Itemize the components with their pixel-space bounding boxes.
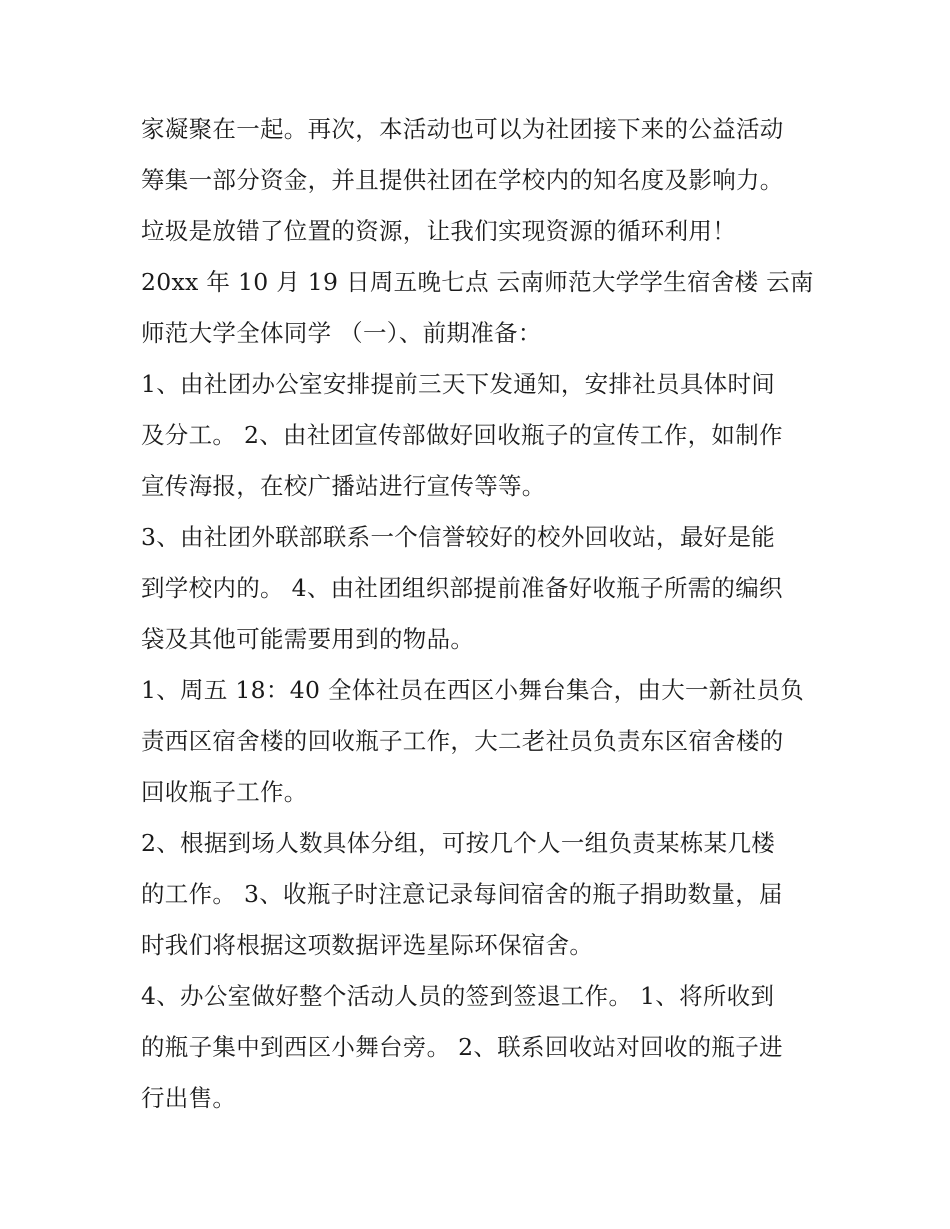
text-line: 筹集一部分资金，并且提供社团在学校内的知名度及影响力。 <box>141 166 784 194</box>
text-line: 2、根据到场人数具体分组，可按几个人一组负责某栋某几楼 <box>141 829 776 857</box>
text-line: 4、办公室做好整个活动人员的签到签退工作。 1、将所收到 <box>141 982 775 1010</box>
text-line: 时我们将根据这项数据评选星际环保宿舍。 <box>141 931 594 959</box>
text-line: 1、由社团办公室安排提前三天下发通知，安排社员具体时间 <box>141 370 776 398</box>
text-line: 袋及其他可能需要用到的物品。 <box>141 625 475 653</box>
text-line: 垃圾是放错了位置的资源，让我们实现资源的循环利用！ <box>141 217 736 245</box>
text-line: 回收瓶子工作。 <box>141 778 308 806</box>
text-line: 1、周五 18：40 全体社员在西区小舞台集合，由大一新社员负 <box>141 676 804 704</box>
text-line: 责西区宿舍楼的回收瓶子工作，大二老社员负责东区宿舍楼的 <box>141 727 784 755</box>
text-line: 的工作。 3、收瓶子时注意记录每间宿舍的瓶子捐助数量，届 <box>141 880 783 908</box>
text-line: 师范大学全体同学 （一）、前期准备： <box>141 319 542 347</box>
text-line: 家凝聚在一起。再次，本活动也可以为社团接下来的公益活动 <box>141 115 784 143</box>
text-line: 宣传海报，在校广播站进行宣传等等。 <box>141 472 546 500</box>
text-line: 20xx 年 10 月 19 日周五晚七点 云南师范大学学生宿舍楼 云南 <box>141 268 814 296</box>
text-line: 到学校内的。 4、由社团组织部提前准备好收瓶子所需的编织 <box>141 574 783 602</box>
text-line: 行出售。 <box>141 1084 237 1112</box>
text-line: 及分工。 2、由社团宣传部做好回收瓶子的宣传工作，如制作 <box>141 421 783 449</box>
text-line: 的瓶子集中到西区小舞台旁。 2、联系回收站对回收的瓶子进 <box>141 1033 783 1061</box>
document-body <box>141 104 821 1124</box>
text-line: 3、由社团外联部联系一个信誉较好的校外回收站，最好是能 <box>141 523 776 551</box>
